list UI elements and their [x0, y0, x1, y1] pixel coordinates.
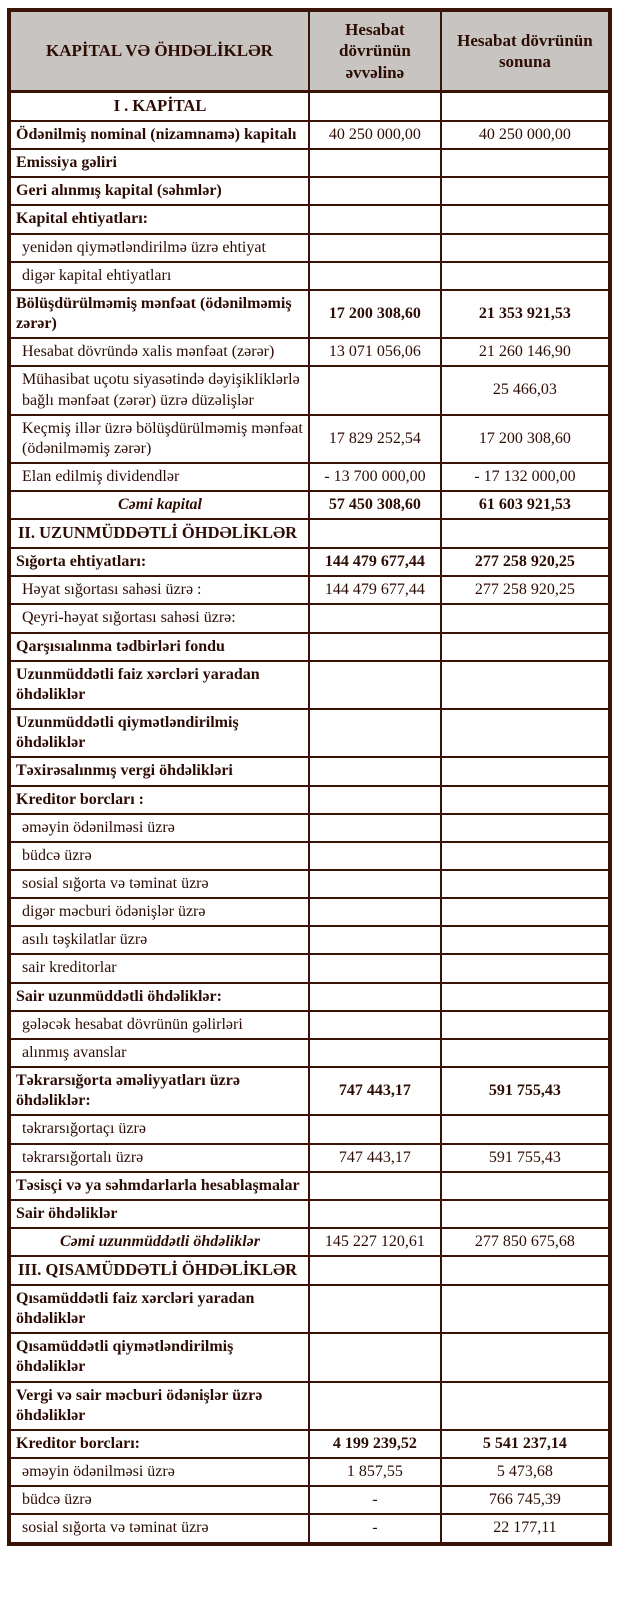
value-period-end [441, 1256, 610, 1285]
value-period-end [441, 757, 610, 785]
row-label: Qeyri-həyat sığortası sahəsi üzrə: [9, 604, 309, 632]
value-period-end [441, 177, 610, 205]
row-label: Hesabat dövründə xalis mənfəat (zərər) [9, 338, 309, 366]
value-period-end: 22 177,11 [441, 1514, 610, 1543]
value-period-start [309, 954, 441, 982]
value-period-end: 277 850 675,68 [441, 1228, 610, 1256]
table-row [9, 1514, 610, 1543]
row-label: sosial sığorta və təminat üzrə [9, 1514, 309, 1543]
row-label: Elan edilmiş dividendlər [9, 463, 309, 491]
value-period-end [441, 709, 610, 757]
row-label: Emissiya gəliri [9, 149, 309, 177]
value-period-end: 591 755,43 [441, 1144, 610, 1172]
row-label: əməyin ödənilməsi üzrə [9, 1458, 309, 1486]
value-period-end: 21 260 146,90 [441, 338, 610, 366]
value-period-start [309, 1333, 441, 1381]
row-label: Təxirəsalınmış vergi öhdəlikləri [9, 757, 309, 785]
row-label: Cəmi kapital [9, 491, 309, 519]
table-row [9, 576, 610, 604]
value-period-start: - 13 700 000,00 [309, 463, 441, 491]
value-period-end: 40 250 000,00 [441, 121, 610, 149]
row-label: Uzunmüddətli faiz xərcləri yaradan öhdəliklər [9, 661, 309, 709]
value-period-end [441, 898, 610, 926]
row-label: Kreditor borcları : [9, 786, 309, 814]
value-period-start [309, 92, 441, 121]
value-period-start: 4 199 239,52 [309, 1430, 441, 1458]
table-row [9, 898, 610, 926]
value-period-start: 17 829 252,54 [309, 415, 441, 463]
value-period-start: - [309, 1486, 441, 1514]
row-label: təkrarsığortalı üzrə [9, 1144, 309, 1172]
row-label: Keçmiş illər üzrə bölüşdürülməmiş mənfəat (ödənilməmiş zərər) [9, 415, 309, 463]
value-period-start [309, 366, 441, 414]
table-row [9, 177, 610, 205]
value-period-end [441, 786, 610, 814]
value-period-start [309, 709, 441, 757]
row-label: Uzunmüddətli qiymətləndirilmiş öhdəliklər [9, 709, 309, 757]
table-row [9, 870, 610, 898]
row-label: Vergi və sair məcburi ödənişlər üzrə öhdəliklər [9, 1382, 309, 1430]
value-period-start [309, 633, 441, 661]
value-period-end: 591 755,43 [441, 1067, 610, 1115]
value-period-start [309, 205, 441, 233]
value-period-start: 747 443,17 [309, 1067, 441, 1115]
value-period-start [309, 983, 441, 1011]
table-row [9, 121, 610, 149]
value-period-end [441, 205, 610, 233]
table-row [9, 519, 610, 548]
row-label: I . KAPİTAL [9, 92, 309, 121]
value-period-start [309, 519, 441, 548]
row-label: Təsisçi və ya səhmdarlarla hesablaşmalar [9, 1172, 309, 1200]
row-label: Sığorta ehtiyatları: [9, 548, 309, 576]
table-row [9, 548, 610, 576]
row-label: təkrarsığortaçı üzrə [9, 1115, 309, 1143]
value-period-end [441, 519, 610, 548]
value-period-end [441, 1011, 610, 1039]
value-period-start [309, 177, 441, 205]
table-row [9, 1256, 610, 1285]
row-label: Ödənilmiş nominal (nizamnamə) kapitalı [9, 121, 309, 149]
value-period-end [441, 661, 610, 709]
row-label: III. QISAMÜDDƏTLİ ÖHDƏLİKLƏR [9, 1256, 309, 1285]
table-row [9, 1228, 610, 1256]
row-label: Cəmi uzunmüddətli öhdəliklər [9, 1228, 309, 1256]
table-row [9, 92, 610, 121]
table-row [9, 1430, 610, 1458]
table-row [9, 1333, 610, 1381]
value-period-start [309, 234, 441, 262]
row-label: Kapital ehtiyatları: [9, 205, 309, 233]
row-label: Sair öhdəliklər [9, 1200, 309, 1228]
table-row [9, 983, 610, 1011]
balance-sheet-table [7, 8, 612, 1546]
value-period-end [441, 842, 610, 870]
table-row [9, 338, 610, 366]
row-label: Qısamüddətli faiz xərcləri yaradan öhdəliklər [9, 1285, 309, 1333]
value-period-end: 277 258 920,25 [441, 548, 610, 576]
row-label: Mühasibat uçotu siyasətində dəyişikliklərlə bağlı mənfəat (zərər) üzrə düzəlişlər [9, 366, 309, 414]
row-label: asılı təşkilatlar üzrə [9, 926, 309, 954]
value-period-start [309, 898, 441, 926]
table-row [9, 954, 610, 982]
value-period-end [441, 92, 610, 121]
value-period-start [309, 149, 441, 177]
value-period-end: 277 258 920,25 [441, 576, 610, 604]
table-row [9, 1067, 610, 1115]
table-row [9, 1486, 610, 1514]
table-row [9, 262, 610, 290]
row-label: gələcək hesabat dövrünün gəlirləri [9, 1011, 309, 1039]
table-row [9, 1382, 610, 1430]
value-period-start: - [309, 1514, 441, 1543]
value-period-end [441, 1333, 610, 1381]
row-label: Sair uzunmüddətli öhdəliklər: [9, 983, 309, 1011]
table-row [9, 1200, 610, 1228]
table-row [9, 463, 610, 491]
table-row [9, 661, 610, 709]
value-period-end [441, 262, 610, 290]
value-period-end [441, 633, 610, 661]
value-period-end: 21 353 921,53 [441, 290, 610, 338]
value-period-start [309, 604, 441, 632]
table-row [9, 366, 610, 414]
value-period-end [441, 604, 610, 632]
value-period-end [441, 814, 610, 842]
value-period-start [309, 814, 441, 842]
value-period-start [309, 1115, 441, 1143]
value-period-start [309, 1200, 441, 1228]
table-row [9, 415, 610, 463]
value-period-start [309, 1039, 441, 1067]
value-period-end [441, 234, 610, 262]
value-period-start: 17 200 308,60 [309, 290, 441, 338]
row-label: alınmış avanslar [9, 1039, 309, 1067]
table-row [9, 1115, 610, 1143]
row-label: digər məcburi ödənişlər üzrə [9, 898, 309, 926]
value-period-end [441, 1115, 610, 1143]
table-row [9, 842, 610, 870]
row-label: Geri alınmış kapital (səhmlər) [9, 177, 309, 205]
value-period-end [441, 1285, 610, 1333]
row-label: Həyat sığortası sahəsi üzrə : [9, 576, 309, 604]
table-row [9, 491, 610, 519]
value-period-end [441, 926, 610, 954]
row-label: büdcə üzrə [9, 842, 309, 870]
value-period-start [309, 1285, 441, 1333]
row-label: yenidən qiymətləndirilmə üzrə ehtiyat [9, 234, 309, 262]
value-period-end [441, 1039, 610, 1067]
table-row [9, 234, 610, 262]
table-row [9, 290, 610, 338]
row-label: Bölüşdürülməmiş mənfəat (ödənilməmiş zərər) [9, 290, 309, 338]
table-row [9, 1172, 610, 1200]
value-period-end [441, 1172, 610, 1200]
table-row [9, 604, 610, 632]
row-label: sair kreditorlar [9, 954, 309, 982]
value-period-end: 17 200 308,60 [441, 415, 610, 463]
row-label: əməyin ödənilməsi üzrə [9, 814, 309, 842]
column-header-capital-and-liabilities: KAPİTAL VƏ ÖHDƏLİKLƏR [9, 10, 309, 92]
value-period-start [309, 786, 441, 814]
value-period-start: 57 450 308,60 [309, 491, 441, 519]
value-period-end: - 17 132 000,00 [441, 463, 610, 491]
table-row [9, 709, 610, 757]
column-header-period-end: Hesabat dövrünün sonuna [441, 10, 610, 92]
value-period-start [309, 926, 441, 954]
table-row [9, 1144, 610, 1172]
value-period-start: 747 443,17 [309, 1144, 441, 1172]
table-row [9, 786, 610, 814]
value-period-start: 144 479 677,44 [309, 576, 441, 604]
row-label: Kreditor borcları: [9, 1430, 309, 1458]
table-row [9, 1285, 610, 1333]
table-row [9, 757, 610, 785]
value-period-end: 5 541 237,14 [441, 1430, 610, 1458]
column-header-period-start: Hesabat dövrünün əvvəlinə [309, 10, 441, 92]
value-period-start [309, 1256, 441, 1285]
table-row [9, 814, 610, 842]
row-label: Təkrarsığorta əməliyyatları üzrə öhdəliklər: [9, 1067, 309, 1115]
row-label: Qısamüddətli qiymətləndirilmiş öhdəliklər [9, 1333, 309, 1381]
row-label: Qarşısıalınma tədbirləri fondu [9, 633, 309, 661]
value-period-end: 5 473,68 [441, 1458, 610, 1486]
header-row [9, 10, 610, 92]
value-period-end [441, 954, 610, 982]
value-period-start [309, 842, 441, 870]
value-period-end: 766 745,39 [441, 1486, 610, 1514]
table-row [9, 205, 610, 233]
table-row [9, 149, 610, 177]
value-period-start [309, 870, 441, 898]
value-period-start: 144 479 677,44 [309, 548, 441, 576]
value-period-start [309, 661, 441, 709]
value-period-end [441, 1200, 610, 1228]
table-row [9, 1458, 610, 1486]
table-header [9, 10, 610, 92]
table-row [9, 1011, 610, 1039]
value-period-start: 1 857,55 [309, 1458, 441, 1486]
value-period-start [309, 757, 441, 785]
value-period-start: 13 071 056,06 [309, 338, 441, 366]
value-period-start: 145 227 120,61 [309, 1228, 441, 1256]
value-period-end [441, 983, 610, 1011]
value-period-start [309, 1382, 441, 1430]
row-label: digər kapital ehtiyatları [9, 262, 309, 290]
table-body [9, 92, 610, 1544]
value-period-end [441, 149, 610, 177]
value-period-end: 25 466,03 [441, 366, 610, 414]
row-label: II. UZUNMÜDDƏTLİ ÖHDƏLİKLƏR [9, 519, 309, 548]
row-label: büdcə üzrə [9, 1486, 309, 1514]
table-row [9, 1039, 610, 1067]
value-period-start [309, 1011, 441, 1039]
value-period-start [309, 1172, 441, 1200]
value-period-end [441, 870, 610, 898]
value-period-start: 40 250 000,00 [309, 121, 441, 149]
row-label: sosial sığorta və təminat üzrə [9, 870, 309, 898]
value-period-end [441, 1382, 610, 1430]
table-row [9, 926, 610, 954]
table-row [9, 633, 610, 661]
value-period-start [309, 262, 441, 290]
value-period-end: 61 603 921,53 [441, 491, 610, 519]
